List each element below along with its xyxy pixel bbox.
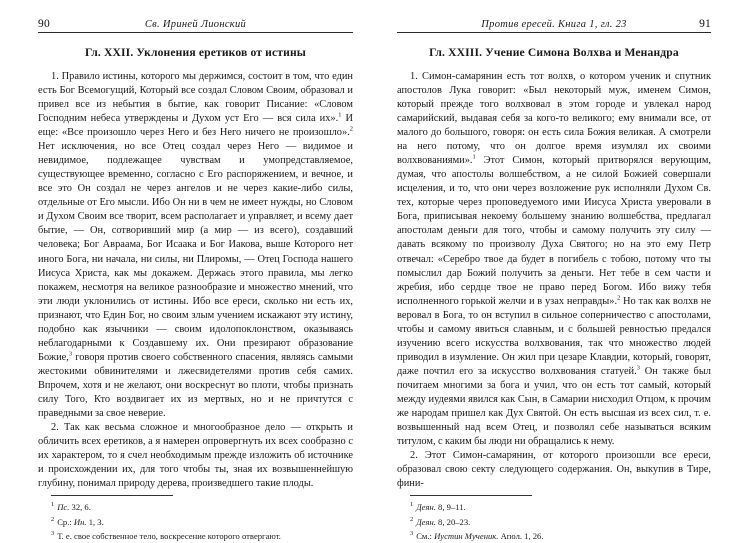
paragraph-text: Но так как волхв не веровал в Бога, то он вступил в сильное соперничество с апостолами, чтобы и самому явиться славным, и с большей ревностью предался изучению всего искусства волхвования, так что множество людей приводил в изумление. Он жил при цезаре Клавдии, который, говорят, даже почтил его за искусство волхвования статуей. (397, 295, 711, 377)
footnote-item (38, 499, 353, 513)
paragraph: 2. Этот Симон-самарянин, от которого произошли все ереси, образовал свою секту следующего содержания. Он, выкупив в Тире, фини- (397, 450, 711, 490)
paragraph-text: 1. Правило истины, которого мы держимся, состоит в том, что един есть Бог Всемогущий, Который все создал Словом Своим, образовал и привел все из небытия в бытие, как говорит Писание: «Словом Господним небеса утверждены и Духом уст Его — вся сила их». (38, 70, 353, 125)
footnote-prefix: Ср.: (57, 516, 74, 527)
paragraph-text: Этот Симон, который притворялся верующим, думая, что апостолы волшебством, а не силой Божией совершали исцеления, и то, что они через возложение рук исполняли Духом Св. тех, которые через проповедуемого ими Иисуса Христа уверовали в Бога, приписывая некоему большему знанию волшебства, предлагал апостолам деньги для того, чтобы и самому получить эту силу — давать всякому по произволу Духа Святого; но на это ему Петр отвечал: «Серебро твое да будет в погибель с тобою, потому что ты помыслил дар Божий получить за деньги. Нет тебе в сем части и жребия, ибо сердце твое не право перед Богом. Ибо вижу тебя исполненного горькой желчи и в узах неправды». (397, 155, 711, 307)
left-footnotes (38, 491, 353, 543)
footnote-ref-1[interactable]: 1 (472, 153, 476, 161)
right-chapter-title: Гл. XXIII. Учение Симона Волхва и Менандра (429, 46, 679, 59)
left-running-head (38, 18, 353, 30)
paragraph-text: Нет исключения, но все Отец создал через Него — видимое и невидимое, подлежащее чувствам и умопредставляемое, существующее временно, согласно с Его распоряжением, и вечное, и все это Он создал не через ангелов и не через какие-либо силы, отдельные от Его мысли. Ибо Он ни в чем не имеет нужды, но Словом и Духом Своим все творит, всем располагает и управляет, и всему дает бытие, — Он, сотворивший мир (а мир — из всего), создавший человека; Бог Авраама, Бог Исаака и Бог Иакова, выше Которого нет иного Бога, ни начала, ни силы, ни Плиромы, — Отец Господа нашего Иисуса Христа, как мы докажем. Держась этого правила, мы легко покажем, несмотря на великое разнообразие и множество мнений, что эти люди уклонились от истины. Ибо все ереси, сколько ни есть их, признают, что Един Бог, но своим злым учением искажают эту истину, подобно как язычники — своим идолопоклонством, оказываясь неблагодарными к Создавшему их. Они презирают образование Божие, (38, 141, 353, 363)
footnote-ref-2[interactable]: 2 (349, 125, 353, 133)
paragraph-text: И еще: «Все произошло через Него и без Него ничего не произошло». (38, 113, 353, 139)
footnote-text: 1, 3. (86, 516, 104, 527)
right-page (375, 0, 749, 540)
left-page (0, 0, 375, 540)
paragraph: 2. Так как весьма сложное и многообразное дело — открыть и обличить всех еретиков, а я намерен опровергнуть их всех сообразно с их характером, то я счел необходимым прежде изложить об источнике и происхождении их, для того чтобы ты, зная их возвышеннейшую глубину, понимал природу дерева, произведшего такие плоды. (38, 422, 353, 490)
right-head-rule (397, 32, 711, 33)
right-running-head-title: Против ересей. Книга 1, гл. 23 (481, 19, 627, 30)
right-footnotes (397, 491, 711, 543)
footnote-text: 8, 20–23. (435, 516, 471, 527)
footnote-ref-3[interactable]: 3 (636, 364, 640, 372)
left-running-head-title: Св. Ириней Лионский (144, 19, 247, 30)
footnote-text: Т. е. свое собственное тело, воскресение которого отвергают. (57, 531, 281, 542)
footnote-item (397, 514, 711, 528)
footnote-text: 32, 6. (69, 502, 91, 513)
footnote-source: Ин. (73, 516, 87, 527)
footnote-source: Пс. (57, 502, 70, 513)
footnote-separator (51, 495, 173, 496)
footnote-marker: 3 (51, 530, 55, 538)
footnote-item (397, 528, 711, 542)
footnote-marker: 2 (51, 515, 55, 523)
left-body-column (38, 70, 353, 543)
footnote-source: Деян. (416, 516, 436, 527)
paragraph-text: 1. Симон-самарянин есть тот волхв, о котором ученик и спутник апостолов Лука говорит: «Был некоторый муж, именем Симон, который прежде того волхвовал в этом городе и увлекал народ самарийский, выдавая себя за кого-то великого; ему внимали все, от малого до большого, говоря: он есть сила Божия великая. А смотрели на него потому, что он долгое время изумлял их своими волхвованиями». (397, 70, 711, 167)
footnote-ref-1[interactable]: 1 (338, 111, 342, 119)
left-chapter-title: Гл. XXII. Уклонения еретиков от истины (84, 46, 306, 59)
paragraph-text: Он также был почитаем многими за бога и учил, что он есть тот самый, который между иудеями явился как Сын, в Самарии нисходил Отцом, к прочим же народам пришел как Дух Святой. Он есть высшая из всех сил, т. е. возвышенный над всем Отец, и позволял себе называться всяким титулом, с каким бы люди ни обращались к нему. (397, 365, 711, 448)
footnote-text: 8, 9–11. (435, 502, 466, 513)
paragraph-text: говоря против своего собственного спасения, являясь самыми жестокими обвинителями и лжесвидетелями против себя самих. Впрочем, хотя и не желают, они воскреснут во плоти, чтобы признать силу Того, Кто воздвигает их из мертвых, но и не причтутся с праведными за свое неверие. (38, 351, 354, 420)
footnote-marker: 1 (51, 501, 55, 509)
footnote-prefix: См.: (416, 531, 435, 542)
footnote-marker: 1 (410, 501, 414, 509)
footnote-source: Деян. (416, 502, 436, 513)
footnote-item (38, 514, 353, 528)
footnote-item (38, 528, 353, 542)
footnote-marker: 2 (410, 515, 414, 523)
footnote-separator (410, 495, 532, 496)
paragraph (397, 70, 711, 449)
footnote-text: Апол. 1, 26. (498, 531, 544, 542)
footnote-source: Иустин Мученик. (434, 531, 499, 542)
footnote-marker: 3 (410, 530, 414, 538)
right-body-column (397, 70, 711, 543)
right-folio: 91 (699, 18, 711, 30)
left-folio: 90 (38, 18, 50, 30)
paragraph (38, 70, 353, 421)
right-running-head (397, 18, 711, 30)
footnote-ref-2[interactable]: 2 (617, 294, 621, 302)
footnote-ref-3[interactable]: 3 (68, 350, 73, 358)
footnote-item (397, 499, 711, 513)
left-head-rule (38, 32, 353, 33)
